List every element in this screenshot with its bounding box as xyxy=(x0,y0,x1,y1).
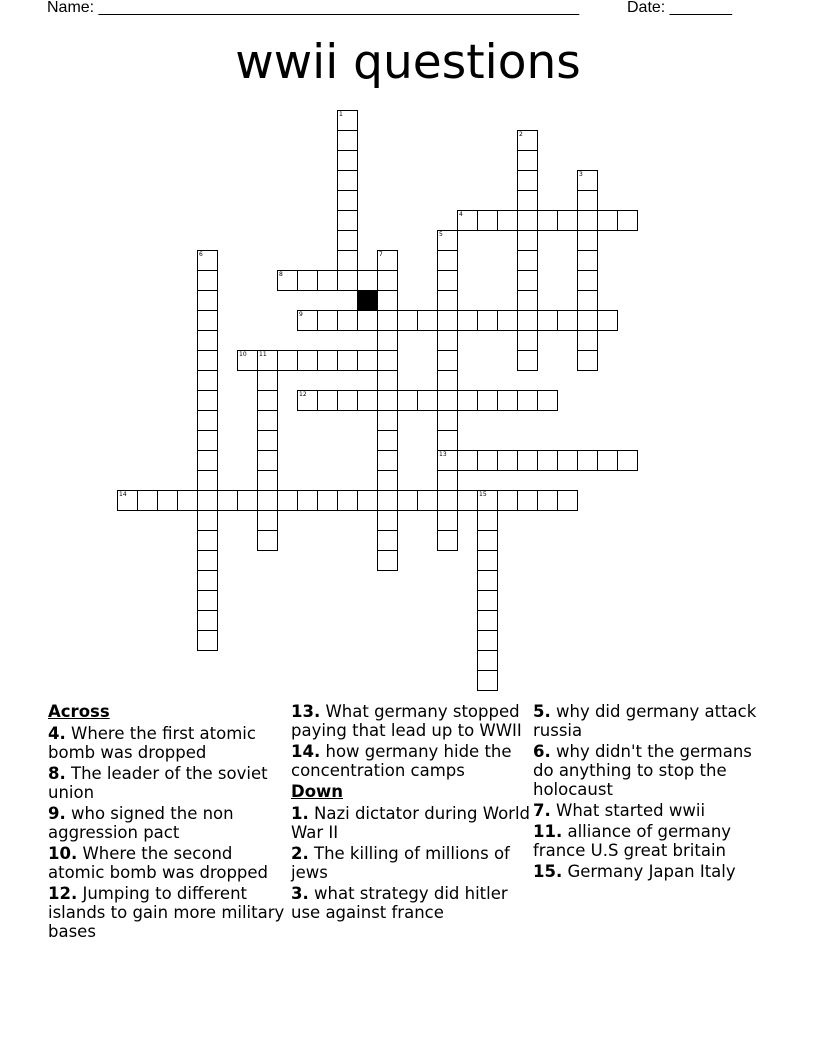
grid-cell[interactable] xyxy=(557,210,578,231)
puzzle-title: wwii questions xyxy=(235,35,581,90)
grid-cell[interactable] xyxy=(537,310,558,331)
cell-number: 10 xyxy=(239,351,247,358)
grid-cell[interactable] xyxy=(517,210,538,231)
grid-cell[interactable] xyxy=(517,450,538,471)
down-clue-2 xyxy=(291,844,531,882)
grid-cell[interactable] xyxy=(497,210,518,231)
cell-number: 14 xyxy=(119,491,127,498)
clue-text: Where the second atomic bomb was dropped xyxy=(48,844,269,882)
grid-cell[interactable] xyxy=(537,210,558,231)
grid-cell[interactable] xyxy=(317,270,338,291)
clue-number: 14. xyxy=(291,742,321,761)
grid-cell[interactable] xyxy=(477,670,498,691)
grid-cell[interactable] xyxy=(197,390,218,411)
grid-cell[interactable] xyxy=(577,330,598,351)
grid-cell[interactable] xyxy=(517,150,538,171)
clue-text: how germany hide the concentration camps xyxy=(291,742,512,780)
cell-number: 6 xyxy=(199,251,203,258)
clue-number: 4. xyxy=(48,724,66,743)
grid-cell[interactable] xyxy=(557,450,578,471)
grid-cell[interactable] xyxy=(197,250,218,271)
grid-cell[interactable] xyxy=(257,450,278,471)
grid-cell[interactable] xyxy=(377,310,398,331)
grid-cell[interactable] xyxy=(597,450,618,471)
down-clue-15 xyxy=(533,862,773,881)
grid-cell[interactable] xyxy=(577,250,598,271)
down-clue-1 xyxy=(291,804,531,842)
grid-cell[interactable] xyxy=(377,490,398,511)
grid-cell[interactable] xyxy=(217,490,238,511)
grid-cell[interactable] xyxy=(317,350,338,371)
grid-cell[interactable] xyxy=(477,450,498,471)
grid-cell[interactable] xyxy=(477,490,498,511)
grid-cell[interactable] xyxy=(577,270,598,291)
grid-cell[interactable] xyxy=(137,490,158,511)
grid-cell[interactable] xyxy=(457,490,478,511)
grid-cell[interactable] xyxy=(257,370,278,391)
clue-text: The leader of the soviet union xyxy=(48,764,268,802)
grid-cell[interactable] xyxy=(417,310,438,331)
clue-column-3 xyxy=(533,700,773,883)
grid-cell[interactable] xyxy=(297,390,318,411)
grid-cell[interactable] xyxy=(437,430,458,451)
grid-cell[interactable] xyxy=(197,310,218,331)
clue-number: 12. xyxy=(48,884,78,903)
grid-cell[interactable] xyxy=(477,610,498,631)
cell-number: 3 xyxy=(579,171,583,178)
grid-cell[interactable] xyxy=(437,250,458,271)
grid-cell[interactable] xyxy=(437,290,458,311)
across-heading: Across xyxy=(48,702,110,721)
grid-cell[interactable] xyxy=(517,190,538,211)
cell-number: 2 xyxy=(519,131,523,138)
grid-cell[interactable] xyxy=(297,310,318,331)
clue-text: why didn't the germans do anything to stop the holocaust xyxy=(533,742,752,799)
grid-cell[interactable] xyxy=(577,190,598,211)
grid-cell[interactable] xyxy=(377,330,398,351)
grid-cell[interactable] xyxy=(517,270,538,291)
clue-number: 8. xyxy=(48,764,66,783)
name-field[interactable]: Name: ______________________________________________________ xyxy=(47,0,580,16)
clue-number: 3. xyxy=(291,884,309,903)
grid-cell[interactable] xyxy=(597,310,618,331)
grid-cell[interactable] xyxy=(237,490,258,511)
grid-cell[interactable] xyxy=(437,410,458,431)
grid-cell[interactable] xyxy=(197,290,218,311)
grid-cell[interactable] xyxy=(437,490,458,511)
grid-cell[interactable] xyxy=(377,470,398,491)
grid-cell[interactable] xyxy=(577,230,598,251)
grid-cell[interactable] xyxy=(497,490,518,511)
grid-cell[interactable] xyxy=(357,310,378,331)
clue-number: 6. xyxy=(533,742,551,761)
grid-cell[interactable] xyxy=(577,210,598,231)
grid-cell[interactable] xyxy=(437,370,458,391)
grid-cell[interactable] xyxy=(397,490,418,511)
grid-cell[interactable] xyxy=(337,350,358,371)
grid-cell[interactable] xyxy=(477,570,498,591)
grid-cell[interactable] xyxy=(517,390,538,411)
cell-number: 13 xyxy=(439,451,447,458)
cell-number: 8 xyxy=(279,271,283,278)
clue-text: What germany stopped paying that lead up to WWII xyxy=(291,702,522,740)
grid-cell[interactable] xyxy=(517,250,538,271)
cell-number: 4 xyxy=(459,211,463,218)
grid-cell[interactable] xyxy=(397,390,418,411)
grid-cell[interactable] xyxy=(117,490,138,511)
clue-column-2 xyxy=(291,700,531,924)
grid-cell[interactable] xyxy=(337,190,358,211)
grid-cell[interactable] xyxy=(197,370,218,391)
grid-cell[interactable] xyxy=(277,350,298,371)
grid-cell[interactable] xyxy=(377,250,398,271)
grid-cell[interactable] xyxy=(537,450,558,471)
clue-number: 1. xyxy=(291,804,309,823)
cell-number: 11 xyxy=(259,351,267,358)
grid-cell[interactable] xyxy=(297,270,318,291)
grid-cell[interactable] xyxy=(277,270,298,291)
black-cell xyxy=(357,290,378,311)
grid-cell[interactable] xyxy=(577,350,598,371)
grid-cell[interactable] xyxy=(157,490,178,511)
grid-cell[interactable] xyxy=(257,510,278,531)
grid-cell[interactable] xyxy=(577,450,598,471)
grid-cell[interactable] xyxy=(337,210,358,231)
grid-cell[interactable] xyxy=(557,310,578,331)
grid-cell[interactable] xyxy=(417,390,438,411)
grid-cell[interactable] xyxy=(377,410,398,431)
grid-cell[interactable] xyxy=(477,530,498,551)
clue-text: Germany Japan Italy xyxy=(567,862,736,881)
grid-cell[interactable] xyxy=(437,310,458,331)
grid-cell[interactable] xyxy=(437,390,458,411)
grid-cell[interactable] xyxy=(537,390,558,411)
clue-text: What started wwii xyxy=(556,801,706,820)
grid-cell[interactable] xyxy=(537,490,558,511)
grid-cell[interactable] xyxy=(357,270,378,291)
grid-cell[interactable] xyxy=(517,330,538,351)
grid-cell[interactable] xyxy=(197,570,218,591)
grid-cell[interactable] xyxy=(337,230,358,251)
grid-cell[interactable] xyxy=(377,530,398,551)
clue-number: 15. xyxy=(533,862,563,881)
grid-cell[interactable] xyxy=(257,430,278,451)
clue-number: 2. xyxy=(291,844,309,863)
clue-text: The killing of millions of jews xyxy=(291,844,510,882)
grid-cell[interactable] xyxy=(197,550,218,571)
grid-cell[interactable] xyxy=(197,610,218,631)
grid-cell[interactable] xyxy=(597,210,618,231)
grid-cell[interactable] xyxy=(477,630,498,651)
across-clue-13 xyxy=(291,702,531,740)
grid-cell[interactable] xyxy=(477,590,498,611)
grid-cell[interactable] xyxy=(337,390,358,411)
grid-cell[interactable] xyxy=(337,150,358,171)
down-clue-7 xyxy=(533,801,773,820)
grid-cell[interactable] xyxy=(377,510,398,531)
grid-cell[interactable] xyxy=(357,350,378,371)
grid-cell[interactable] xyxy=(477,390,498,411)
grid-cell[interactable] xyxy=(557,490,578,511)
grid-cell[interactable] xyxy=(197,630,218,651)
across-clue-8 xyxy=(48,764,288,802)
across-clue-10 xyxy=(48,844,288,882)
down-heading: Down xyxy=(291,782,344,801)
grid-cell[interactable] xyxy=(617,450,638,471)
clue-text: Where the first atomic bomb was dropped xyxy=(48,724,256,762)
clue-text: Jumping to different islands to gain more military bases xyxy=(48,884,285,941)
grid-cell[interactable] xyxy=(197,490,218,511)
grid-cell[interactable] xyxy=(497,450,518,471)
grid-cell[interactable] xyxy=(457,210,478,231)
grid-cell[interactable] xyxy=(417,490,438,511)
grid-cell[interactable] xyxy=(517,170,538,191)
grid-cell[interactable] xyxy=(297,350,318,371)
clue-text: why did germany attack russia xyxy=(533,702,757,740)
grid-cell[interactable] xyxy=(377,550,398,571)
across-clue-14 xyxy=(291,742,531,780)
grid-cell[interactable] xyxy=(437,350,458,371)
clue-number: 5. xyxy=(533,702,551,721)
cell-number: 5 xyxy=(439,231,443,238)
grid-cell[interactable] xyxy=(277,490,298,511)
grid-cell[interactable] xyxy=(477,650,498,671)
grid-cell[interactable] xyxy=(257,390,278,411)
grid-cell[interactable] xyxy=(337,250,358,271)
down-clue-5 xyxy=(533,702,773,740)
grid-cell[interactable] xyxy=(197,410,218,431)
grid-cell[interactable] xyxy=(437,270,458,291)
grid-cell[interactable] xyxy=(257,350,278,371)
grid-cell[interactable] xyxy=(377,290,398,311)
grid-cell[interactable] xyxy=(317,310,338,331)
clue-text: what strategy did hitler use against france xyxy=(291,884,508,922)
clue-text: Nazi dictator during World War II xyxy=(291,804,531,842)
cell-number: 9 xyxy=(299,311,303,318)
across-clue-4 xyxy=(48,724,288,762)
grid-cell[interactable] xyxy=(257,470,278,491)
grid-cell[interactable] xyxy=(457,310,478,331)
grid-cell[interactable] xyxy=(197,270,218,291)
cell-number: 12 xyxy=(299,391,307,398)
date-field[interactable]: Date: _______ xyxy=(627,0,732,16)
grid-cell[interactable] xyxy=(517,130,538,151)
grid-cell[interactable] xyxy=(377,390,398,411)
grid-cell[interactable] xyxy=(337,310,358,331)
grid-cell[interactable] xyxy=(257,490,278,511)
grid-cell[interactable] xyxy=(437,530,458,551)
grid-cell[interactable] xyxy=(477,310,498,331)
clue-column-1 xyxy=(48,700,288,943)
cell-number: 7 xyxy=(379,251,383,258)
clue-number: 9. xyxy=(48,804,66,823)
grid-cell[interactable] xyxy=(477,210,498,231)
grid-cell[interactable] xyxy=(437,230,458,251)
grid-cell[interactable] xyxy=(377,350,398,371)
grid-cell[interactable] xyxy=(337,110,358,131)
grid-cell[interactable] xyxy=(437,470,458,491)
grid-cell[interactable] xyxy=(377,270,398,291)
grid-cell[interactable] xyxy=(517,350,538,371)
clue-number: 13. xyxy=(291,702,321,721)
grid-cell[interactable] xyxy=(477,550,498,571)
clue-number: 10. xyxy=(48,844,78,863)
grid-cell[interactable] xyxy=(437,330,458,351)
grid-cell[interactable] xyxy=(197,330,218,351)
cell-number: 15 xyxy=(479,491,487,498)
grid-cell[interactable] xyxy=(197,530,218,551)
grid-cell[interactable] xyxy=(197,350,218,371)
grid-cell[interactable] xyxy=(517,310,538,331)
grid-cell[interactable] xyxy=(577,170,598,191)
grid-cell[interactable] xyxy=(517,490,538,511)
grid-cell[interactable] xyxy=(337,170,358,191)
grid-cell[interactable] xyxy=(317,390,338,411)
clue-text: alliance of germany france U.S great britain xyxy=(533,822,732,860)
grid-cell[interactable] xyxy=(497,390,518,411)
grid-cell[interactable] xyxy=(477,510,498,531)
across-clue-12 xyxy=(48,884,288,941)
clue-text: who signed the non aggression pact xyxy=(48,804,234,842)
clue-number: 7. xyxy=(533,801,551,820)
grid-cell[interactable] xyxy=(497,310,518,331)
grid-cell[interactable] xyxy=(517,230,538,251)
grid-cell[interactable] xyxy=(337,130,358,151)
grid-cell[interactable] xyxy=(377,370,398,391)
grid-cell[interactable] xyxy=(257,410,278,431)
grid-cell[interactable] xyxy=(357,390,378,411)
grid-cell[interactable] xyxy=(457,450,478,471)
grid-cell[interactable] xyxy=(177,490,198,511)
grid-cell[interactable] xyxy=(197,590,218,611)
cell-number: 1 xyxy=(339,111,343,118)
grid-cell[interactable] xyxy=(397,310,418,331)
grid-cell[interactable] xyxy=(377,430,398,451)
grid-cell[interactable] xyxy=(377,450,398,471)
grid-cell[interactable] xyxy=(297,490,318,511)
grid-cell[interactable] xyxy=(457,390,478,411)
down-clue-11 xyxy=(533,822,773,860)
grid-cell[interactable] xyxy=(197,510,218,531)
grid-cell[interactable] xyxy=(237,350,258,371)
across-clue-9 xyxy=(48,804,288,842)
grid-cell[interactable] xyxy=(197,470,218,491)
grid-cell[interactable] xyxy=(577,290,598,311)
grid-cell[interactable] xyxy=(257,530,278,551)
clue-number: 11. xyxy=(533,822,563,841)
grid-cell[interactable] xyxy=(197,430,218,451)
grid-cell[interactable] xyxy=(337,490,358,511)
grid-cell[interactable] xyxy=(437,510,458,531)
down-clue-3 xyxy=(291,884,531,922)
grid-cell[interactable] xyxy=(337,270,358,291)
grid-cell[interactable] xyxy=(317,490,338,511)
grid-cell[interactable] xyxy=(357,490,378,511)
grid-cell[interactable] xyxy=(437,450,458,471)
grid-cell[interactable] xyxy=(617,210,638,231)
down-clue-6 xyxy=(533,742,773,799)
grid-cell[interactable] xyxy=(577,310,598,331)
grid-cell[interactable] xyxy=(517,290,538,311)
grid-cell[interactable] xyxy=(197,450,218,471)
